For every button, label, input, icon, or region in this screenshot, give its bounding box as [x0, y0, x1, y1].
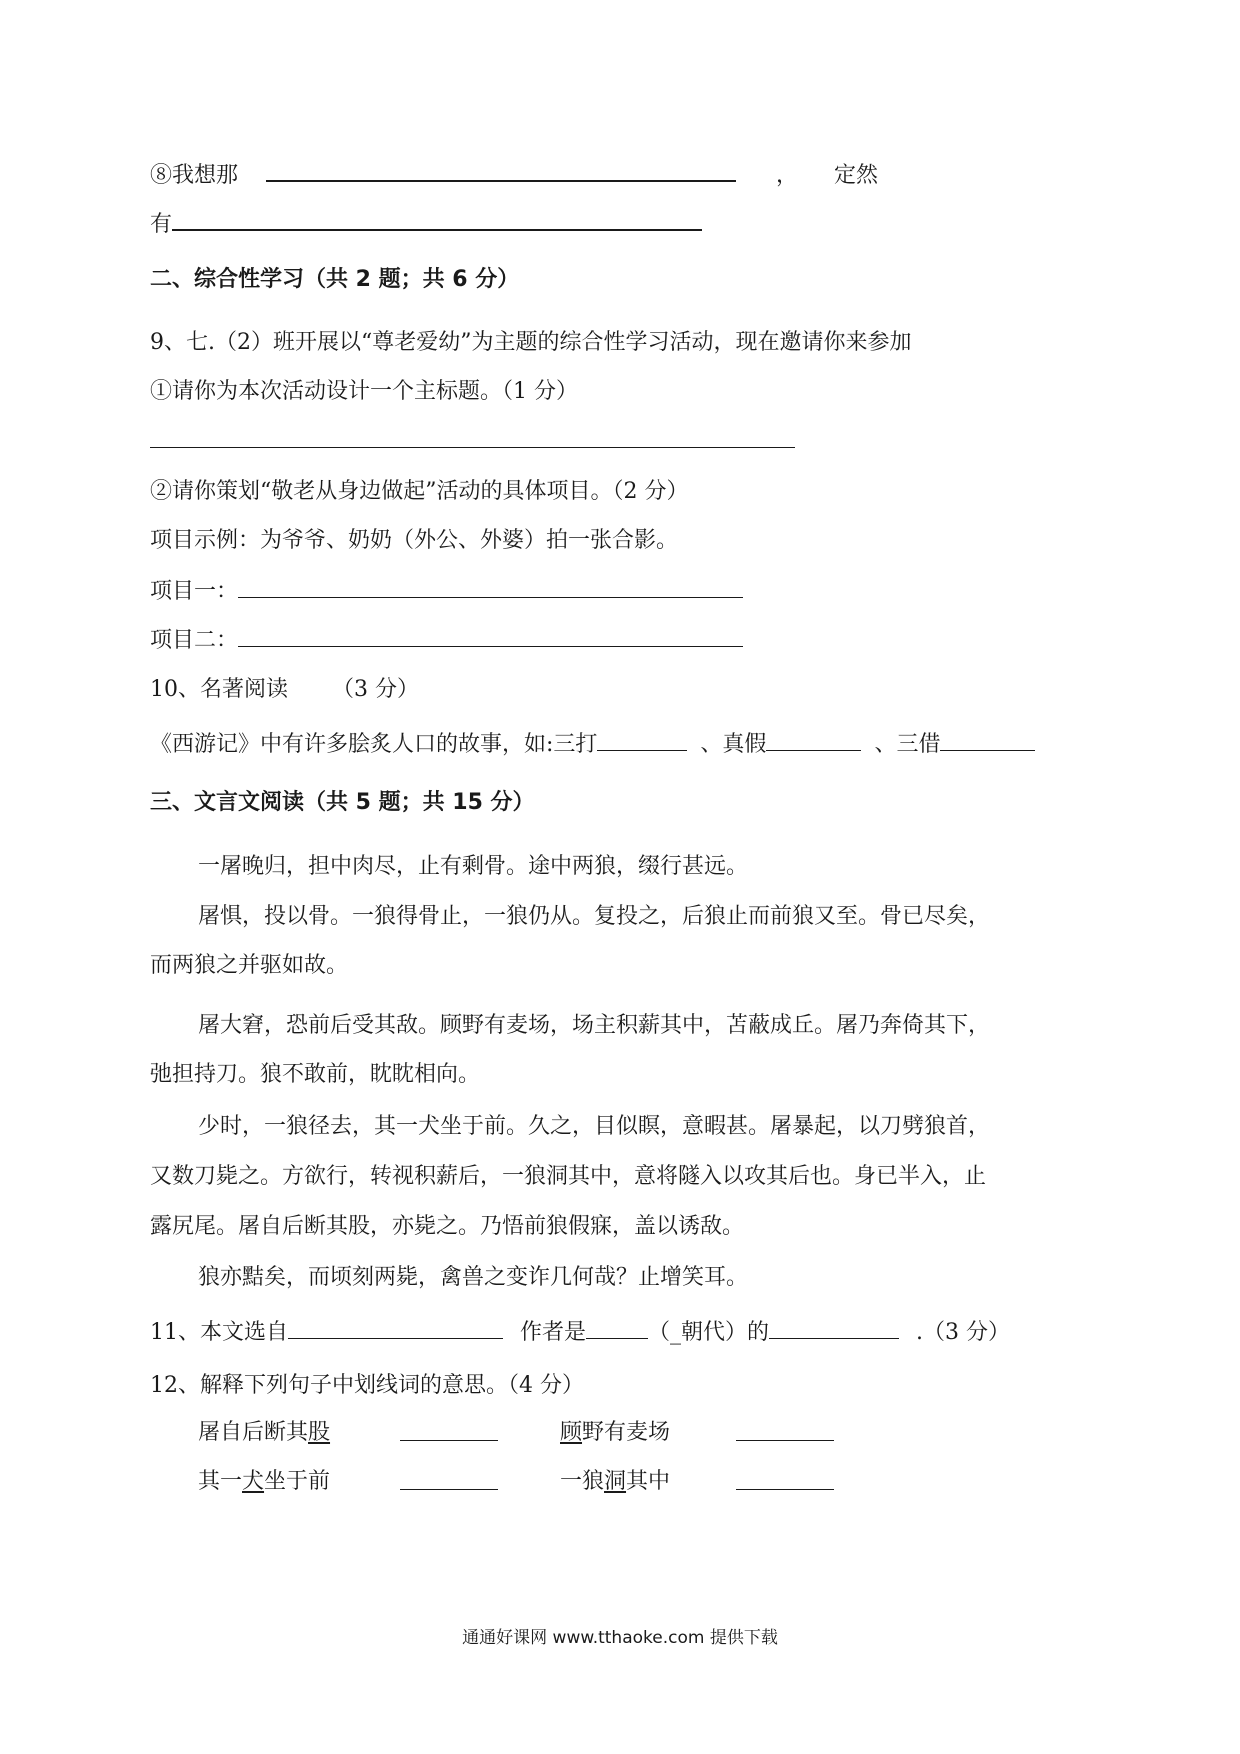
- q10-blank-2[interactable]: [766, 728, 861, 751]
- q12-d-underlined: 洞: [604, 1469, 627, 1494]
- q12-item-d: [560, 1467, 670, 1497]
- q10-p1: 《西游记》中有许多脍炙人口的故事，如:三打: [150, 732, 598, 757]
- passage-para2-line2: 而两狼之并驱如故。: [150, 953, 349, 978]
- q10-p3: 、三借: [874, 732, 941, 757]
- q9-item1-line: [150, 575, 743, 607]
- q11-dynasty-blank[interactable]: [586, 1316, 648, 1339]
- q9-stem: 9、七.（2）班开展以“尊老爱幼”为主题的综合性学习活动，现在邀请你来参加: [150, 330, 912, 355]
- q12-b-post: 野有麦场: [582, 1420, 671, 1445]
- q11-p2: 作者是: [520, 1320, 587, 1345]
- passage-para2-line1: 屠惧，投以骨。一狼得骨止，一狼仍从。复投之，后狼止而前狼又至。骨已尽矣，: [198, 904, 991, 929]
- q9-item2-line: [150, 624, 743, 656]
- passage-para3-line2: 弛担持刀。狼不敢前，眈眈相向。: [150, 1062, 481, 1087]
- q9-item1-label: 项目一：: [150, 579, 239, 604]
- q12-d-pre: 一狼: [560, 1469, 605, 1494]
- q12-c-post: 坐于前: [264, 1469, 331, 1494]
- q9-example: 项目示例：为爷爷、奶奶（外公、外婆）拍一张合影。: [150, 528, 679, 553]
- passage-para4-line1: 少时，一狼径去，其一犬坐于前。久之，目似瞑，意暇甚。屠暴起，以刀劈狼首，: [198, 1114, 991, 1139]
- q12-item-a: [198, 1418, 330, 1448]
- q10-blank-3[interactable]: [940, 728, 1035, 751]
- q11-author-blank[interactable]: [769, 1316, 899, 1339]
- q12-stem: 12、解释下列句子中划线词的意思。（4 分）: [150, 1373, 584, 1398]
- q10-blank-1[interactable]: [597, 728, 687, 751]
- section3-heading: 三、文言文阅读（共 5 题；共 15 分）: [150, 790, 535, 815]
- passage-para4-line3: 露尻尾。屠自后断其股，亦毙之。乃悟前狼假寐，盖以诱敌。: [150, 1214, 745, 1239]
- q11-p1: 11、本文选自: [150, 1320, 288, 1345]
- q12-a-blank[interactable]: [400, 1418, 498, 1441]
- q11-source-blank[interactable]: [288, 1316, 503, 1339]
- q8-mid: 定然: [834, 163, 879, 188]
- q11-p3: （_朝代）的: [648, 1320, 770, 1345]
- q12-d-answer: [736, 1467, 834, 1499]
- q8-blank-2[interactable]: [172, 207, 702, 231]
- q12-d-blank[interactable]: [736, 1467, 834, 1490]
- q9-item2-label: 项目二：: [150, 628, 239, 653]
- q12-c-answer: [400, 1467, 498, 1499]
- q12-b-answer: [736, 1418, 834, 1450]
- section2-heading: 二、综合性学习（共 2 题；共 6 分）: [150, 267, 520, 292]
- q10-score: （3 分）: [332, 677, 419, 702]
- q12-a-answer: [400, 1418, 498, 1450]
- q12-c-blank[interactable]: [400, 1467, 498, 1490]
- q11-p4: .（3 分）: [916, 1320, 1011, 1345]
- q10-text-line: [150, 728, 1035, 760]
- q12-b-blank[interactable]: [736, 1418, 834, 1441]
- q12-b-underlined: 顾: [560, 1420, 583, 1445]
- q8-comma: ，: [776, 163, 799, 188]
- q9-answer-line: [150, 425, 795, 457]
- q12-item-c: [198, 1467, 330, 1497]
- q11-line: [150, 1316, 1010, 1348]
- q12-c-pre: 其一: [198, 1469, 243, 1494]
- q9-item1-blank[interactable]: [238, 575, 743, 598]
- q9-title-blank[interactable]: [150, 425, 795, 448]
- q9-sub1: ①请你为本次活动设计一个主标题。（1 分）: [150, 379, 578, 404]
- q9-sub2: ②请你策划“敬老从身边做起”活动的具体项目。（2 分）: [150, 479, 689, 504]
- q8-prefix: ⑧我想那: [150, 163, 239, 188]
- passage-para5: 狼亦黠矣，而顷刻两毙，禽兽之变诈几何哉？止增笑耳。: [198, 1265, 749, 1290]
- passage-para3-line1: 屠大窘，恐前后受其敌。顾野有麦场，场主积薪其中，苫蔽成丘。屠乃奔倚其下，: [198, 1013, 991, 1038]
- q12-d-post: 其中: [626, 1469, 671, 1494]
- passage-para1: 一屠晚归，担中肉尽，止有剩骨。途中两狼，缀行甚远。: [198, 854, 749, 879]
- q12-item-b: [560, 1418, 670, 1448]
- q8-line-2: [150, 207, 702, 240]
- q8-line2-prefix: 有: [150, 212, 173, 237]
- q9-item2-blank[interactable]: [238, 624, 743, 647]
- q8-line-1: [150, 158, 878, 191]
- q10-stem: 10、名著阅读: [150, 677, 288, 702]
- q8-blank-1[interactable]: [266, 158, 736, 182]
- passage-para4-line2: 又数刀毙之。方欲行，转视积薪后，一狼洞其中，意将隧入以攻其后也。身已半入，止: [150, 1164, 987, 1189]
- q10-p2: 、真假: [700, 732, 767, 757]
- page-footer: 通通好课网 www.tthaoke.com 提供下载: [462, 1628, 778, 1648]
- q12-a-underlined: 股: [308, 1420, 331, 1445]
- q12-c-underlined: 犬: [242, 1469, 265, 1494]
- q12-a-pre: 屠自后断其: [198, 1420, 309, 1445]
- q10-stem-line: [150, 675, 419, 705]
